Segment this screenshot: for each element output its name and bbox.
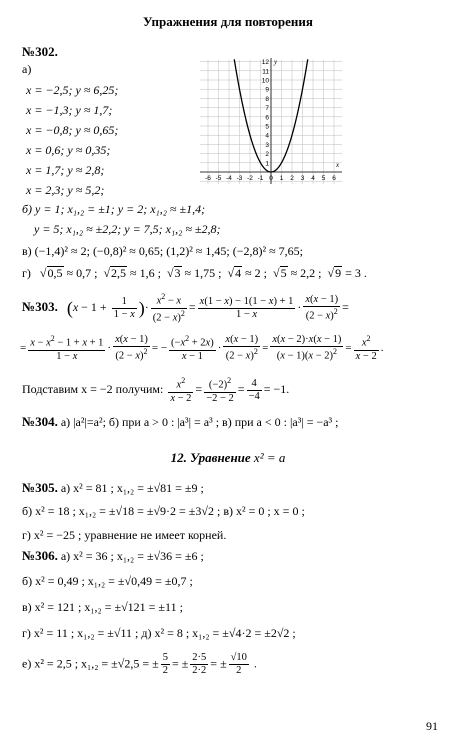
y-tick-label: 12 [261, 59, 269, 67]
page-number: 91 [426, 719, 438, 733]
x-tick-label: -2 [247, 175, 253, 182]
x-tick-label: 0 [269, 175, 273, 182]
exercise-303-line1: №303. (x − 1 + $\frac{1}{1 - x}$ )· $\frac{x^2 - x}{(2 - x)^2}$ = $\frac{x(1 - x) - 1(1 - x) + 1}{1 - x}$ · $\frac{x(x - 1)}{(2 - x)^2}$ = [22, 292, 349, 324]
exercise-302-a-row: x = 1,7; y ≈ 2,8; [26, 163, 105, 177]
x-axis-label: x [336, 161, 340, 169]
x-tick-label: -5 [215, 175, 222, 182]
x-tick-label: 4 [311, 175, 315, 182]
exercise-302-a-row: x = −1,3; y ≈ 1,7; [26, 103, 113, 117]
e-den1: 2 [162, 665, 168, 677]
exercise-302-a-row: x = 0,6; y ≈ 0,35; [26, 143, 111, 157]
y-tick-label: 9 [265, 86, 269, 94]
x-tick-label: -1 [257, 175, 264, 182]
section-12-formula: x² = a [253, 450, 286, 465]
y-tick-label: 6 [265, 114, 269, 122]
exercise-304-number: №304. [22, 414, 58, 429]
exercise-306-e-prefix: е) x² = 2,5 ; x₁,₂ = ±√2,5 = ± [22, 656, 159, 671]
y-tick-label: 7 [265, 105, 269, 113]
exercise-302-b-line2: y = 5; x₁,₂ ≈ ±2,2; y = 7,5; x₁,₂ ≈ ±2,8; [34, 222, 221, 236]
y-tick-label: 10 [261, 77, 269, 85]
exercise-303-number: №303. [22, 298, 58, 314]
exercise-303-line2: = $\frac{x - x^2 - 1 + x + 1}{1 - x}$ · $\frac{x(x - 1)}{(2 - x)^2}$ = − $\frac{(-x^2 + 2x)}{x - 1}$ · $\frac{x(x - 1)}{(2 - x)^2}$ = $\frac{x(x - 2)\cdot x(x - 1)}{(x - 1)(x - 2)^2}$ = $\frac{x^2}{x - 2}$ . [20, 334, 384, 362]
y-tick-label: 1 [265, 160, 269, 168]
g-sqrt-item: √ 4 ≈ 2 ; [227, 266, 267, 280]
x-tick-label: -3 [236, 175, 243, 182]
e-den2: 2·2 [192, 665, 207, 677]
exercise-302-a-rows [26, 80, 118, 200]
g-sqrt-item: √ 0,5 ≈ 0,7 ; [40, 266, 98, 280]
exercise-305-line-a [22, 480, 204, 496]
exercise-305-b: б) x² = 18 ; x₁,₂ = ±√18 = ±√9·2 = ±3√2 ; в) x² = 0 ; x = 0 ; [22, 504, 305, 518]
exercise-302-g-line [22, 266, 367, 281]
exercise-302-v-line: в) (−1,4)² ≈ 2; (−0,8)² ≈ 0,65; (1,2)² ≈ 1,45; (−2,8)² ≈ 7,65; [22, 244, 304, 258]
g-sqrt-item: √ 2,5 ≈ 1,6 ; [103, 266, 161, 280]
exercise-304-line [22, 414, 339, 430]
exercise-302-a-row: x = 2,3; y ≈ 5,2; [26, 183, 105, 197]
exercise-306-line-a [22, 548, 204, 564]
exercise-305-a: а) x² = 81 ; x₁,₂ = ±√81 = ±9 ; [60, 481, 204, 495]
exercise-302-number: №302. [22, 44, 58, 59]
exercise-304-text: а) |a²|=a²; б) при a > 0 : |a³| = a³ ; в) при a < 0 : |a³| = −a³ ; [60, 415, 339, 429]
exercise-305-g: г) x² = −25 ; уравнение не имеет корней. [22, 528, 227, 542]
exercise-302-b-line1: б) y = 1; x₁,₂ = ±1; y = 2; x₁,₂ ≈ ±1,4; [22, 202, 206, 216]
exercise-306-number: №306. [22, 548, 58, 563]
exercise-305-number: №305. [22, 480, 58, 495]
y-tick-label: 5 [265, 123, 269, 131]
exercise-306-g: г) x² = 11 ; x₁,₂ = ±√11 ; д) x² = 8 ; x₁,₂ = ±√4·2 = ±2√2 ; [22, 626, 296, 640]
g-sqrt-item: √ 5 ≈ 2,2 ; [273, 266, 322, 280]
exercise-306-b: б) x² = 0,49 ; x₁,₂ = ±√0,49 = ±0,7 ; [22, 574, 193, 588]
e-num3: √10 [229, 652, 249, 665]
x-tick-label: 6 [332, 175, 336, 182]
x-tick-label: 2 [290, 175, 294, 182]
y-tick-label: 2 [265, 151, 269, 159]
exercise-302-a-row: x = −2,5; y ≈ 6,25; [26, 83, 119, 97]
x-tick-label: 5 [321, 175, 326, 182]
g-sqrt-item: √ 9 = 3 . [328, 266, 367, 280]
x-tick-label: -6 [205, 175, 211, 182]
exercise-306-e: е) x² = 2,5 ; x₁,₂ = ±√2,5 = ± $\frac{5}{2}$ = ± $\frac{2\cdot 5}{2\cdot 2}$ = ± $\frac{√10}{2}$ . [22, 652, 257, 677]
y-tick-label: 8 [265, 95, 269, 103]
line2-tail: . [380, 341, 384, 354]
exercise-303-line3: Подставим x = −2 получим: $\frac{x^2}{x - 2}$ = $\frac{(-2)^2}{-2 - 2}$ = $\frac{4}{-4}$ = −1. [22, 376, 290, 404]
x-tick-label: 3 [300, 175, 305, 182]
section-12-heading [0, 450, 456, 466]
e-num1: 5 [161, 652, 170, 665]
section-12-title: 12. Уравнение [170, 450, 251, 465]
y-axis-label: y [274, 58, 278, 66]
exercise-306-a: а) x² = 36 ; x₁,₂ = ±√36 = ±6 ; [60, 549, 204, 563]
substitute-text: Подставим x = −2 получим: [22, 382, 164, 397]
exercise-306-v: в) x² = 121 ; x₁,₂ = ±√121 = ±11 ; [22, 600, 183, 614]
result-text: = −1. [263, 382, 290, 397]
x-tick-label: -4 [226, 175, 232, 182]
exercise-302-a-row: x = −0,8; y ≈ 0,65; [26, 123, 119, 137]
y-tick-label: 4 [265, 132, 269, 140]
x-tick-label: 1 [279, 175, 284, 182]
g-label: г) [22, 266, 31, 280]
y-tick-label: 3 [265, 141, 269, 149]
parabola-graph [196, 54, 346, 189]
e-num2: 2·5 [190, 652, 208, 665]
exercise-302-a-label: а) [22, 62, 32, 76]
page-title: Упражнения для повторения [143, 14, 313, 29]
e-den3: 2 [236, 665, 242, 677]
g-sqrt-item: √ 3 ≈ 1,75 ; [167, 266, 222, 280]
y-tick-label: 11 [262, 68, 269, 76]
